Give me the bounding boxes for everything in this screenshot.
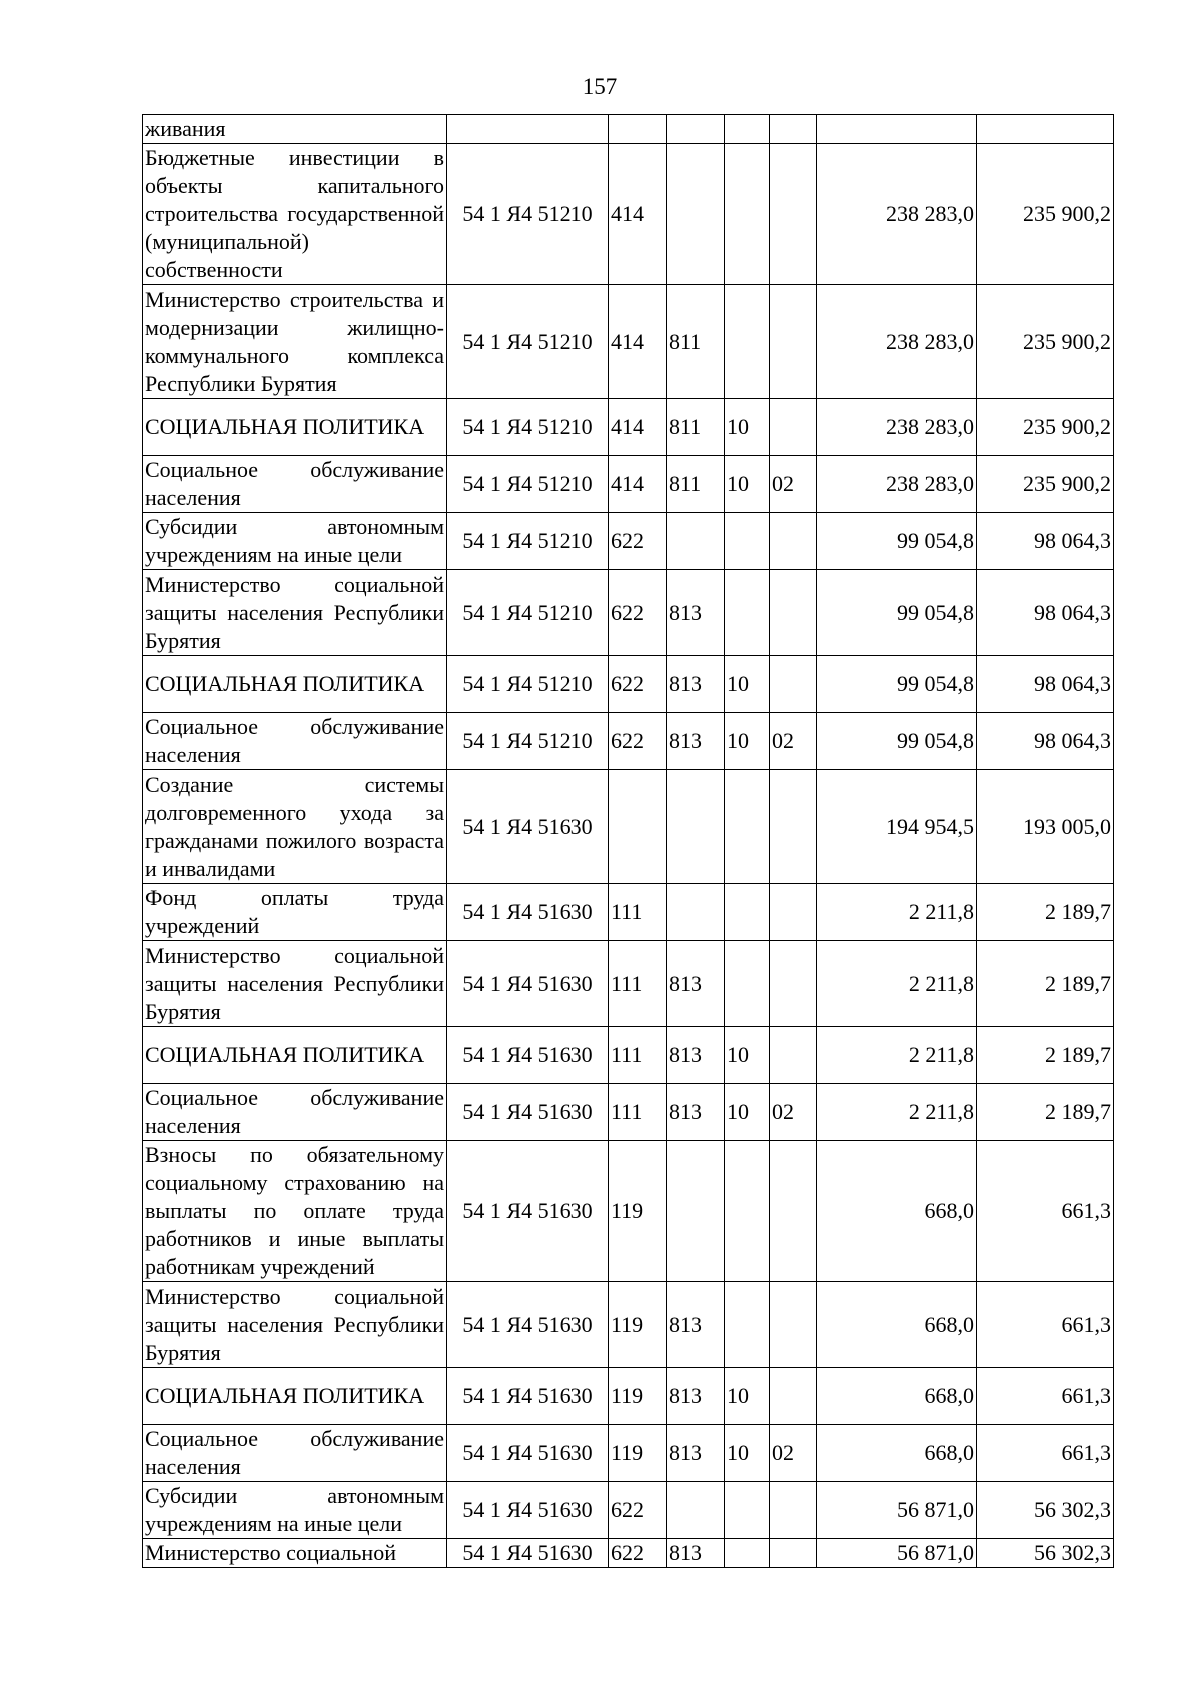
table-row: [143, 1141, 1114, 1282]
row-amount-1: 99 054,8: [817, 713, 977, 770]
row-target-article: 54 1 Я4 51210: [447, 285, 609, 399]
row-target-article: 54 1 Я4 51210: [447, 656, 609, 713]
row-target-article: 54 1 Я4 51210: [447, 513, 609, 570]
row-subsection: [770, 1368, 817, 1425]
row-amount-1: 194 954,5: [817, 770, 977, 884]
row-expense-type: 622: [609, 570, 667, 656]
row-admin-code: [667, 115, 725, 144]
row-section: [725, 770, 770, 884]
row-admin-code: 813: [667, 570, 725, 656]
row-expense-type: [609, 770, 667, 884]
row-amount-1: 99 054,8: [817, 656, 977, 713]
row-section: [725, 570, 770, 656]
row-expense-type: [609, 115, 667, 144]
row-expense-type: 111: [609, 941, 667, 1027]
row-target-article: 54 1 Я4 51210: [447, 713, 609, 770]
row-name: Социальное обслуживание населения: [143, 713, 447, 770]
row-subsection: [770, 1539, 817, 1568]
row-amount-2: 235 900,2: [977, 285, 1114, 399]
row-amount-1: [817, 115, 977, 144]
row-amount-2: 235 900,2: [977, 144, 1114, 285]
row-amount-1: 56 871,0: [817, 1539, 977, 1568]
row-name: Бюджетные инвестиции в объекты капитального строительства государственной (муниципальной) собственности: [143, 144, 447, 285]
row-section: [725, 115, 770, 144]
row-admin-code: [667, 1141, 725, 1282]
row-target-article: 54 1 Я4 51630: [447, 1084, 609, 1141]
row-expense-type: 119: [609, 1425, 667, 1482]
row-amount-1: 99 054,8: [817, 570, 977, 656]
row-admin-code: 813: [667, 1027, 725, 1084]
row-amount-2: 661,3: [977, 1282, 1114, 1368]
row-amount-2: 98 064,3: [977, 656, 1114, 713]
row-section: 10: [725, 656, 770, 713]
row-admin-code: [667, 513, 725, 570]
row-amount-2: 2 189,7: [977, 884, 1114, 941]
row-amount-1: 2 211,8: [817, 1084, 977, 1141]
row-expense-type: 119: [609, 1368, 667, 1425]
budget-table-body: [143, 115, 1114, 1568]
row-section: 10: [725, 456, 770, 513]
row-name: Взносы по обязательному социальному страхованию на выплаты по оплате труда работников и иные выплаты работникам учреждений: [143, 1141, 447, 1282]
table-row: [143, 399, 1114, 456]
row-target-article: 54 1 Я4 51210: [447, 570, 609, 656]
row-amount-2: 98 064,3: [977, 570, 1114, 656]
row-section: 10: [725, 713, 770, 770]
row-admin-code: [667, 770, 725, 884]
row-subsection: 02: [770, 1425, 817, 1482]
row-target-article: 54 1 Я4 51630: [447, 770, 609, 884]
row-subsection: [770, 884, 817, 941]
row-subsection: 02: [770, 713, 817, 770]
row-name: СОЦИАЛЬНАЯ ПОЛИТИКА: [143, 1368, 447, 1425]
row-subsection: [770, 513, 817, 570]
row-name: Министерство социальной защиты населения Республики Бурятия: [143, 1282, 447, 1368]
table-row: [143, 1425, 1114, 1482]
row-name: Министерство социальной защиты населения Республики Бурятия: [143, 941, 447, 1027]
row-amount-1: 2 211,8: [817, 1027, 977, 1084]
row-section: 10: [725, 1084, 770, 1141]
row-target-article: 54 1 Я4 51210: [447, 144, 609, 285]
row-section: 10: [725, 1027, 770, 1084]
row-name: Субсидии автономным учреждениям на иные цели: [143, 1482, 447, 1539]
row-section: [725, 285, 770, 399]
row-amount-2: 98 064,3: [977, 713, 1114, 770]
row-amount-1: 668,0: [817, 1425, 977, 1482]
row-section: [725, 513, 770, 570]
row-subsection: [770, 1141, 817, 1282]
row-section: 10: [725, 399, 770, 456]
row-admin-code: 813: [667, 1282, 725, 1368]
row-name: Субсидии автономным учреждениям на иные цели: [143, 513, 447, 570]
table-row: [143, 884, 1114, 941]
row-name: Министерство строительства и модернизации жилищно-коммунального комплекса Республики Бурятия: [143, 285, 447, 399]
row-admin-code: [667, 1482, 725, 1539]
row-section: [725, 1539, 770, 1568]
row-amount-2: 2 189,7: [977, 941, 1114, 1027]
table-row: [143, 770, 1114, 884]
row-name: Министерство социальной защиты населения Республики Бурятия: [143, 570, 447, 656]
row-subsection: [770, 656, 817, 713]
row-admin-code: 811: [667, 456, 725, 513]
row-subsection: [770, 115, 817, 144]
table-row: [143, 456, 1114, 513]
row-name: Создание системы долговременного ухода за гражданами пожилого возраста и инвалидами: [143, 770, 447, 884]
row-amount-2: 193 005,0: [977, 770, 1114, 884]
row-name: живания: [143, 115, 447, 144]
row-section: [725, 941, 770, 1027]
table-row: [143, 144, 1114, 285]
row-target-article: 54 1 Я4 51630: [447, 1141, 609, 1282]
row-target-article: 54 1 Я4 51630: [447, 1368, 609, 1425]
row-name: СОЦИАЛЬНАЯ ПОЛИТИКА: [143, 399, 447, 456]
row-amount-2: 2 189,7: [977, 1027, 1114, 1084]
row-name: Социальное обслуживание населения: [143, 1425, 447, 1482]
table-row: [143, 1368, 1114, 1425]
row-expense-type: 622: [609, 713, 667, 770]
row-amount-2: [977, 115, 1114, 144]
row-expense-type: 119: [609, 1282, 667, 1368]
table-row: [143, 570, 1114, 656]
row-target-article: 54 1 Я4 51630: [447, 941, 609, 1027]
row-target-article: 54 1 Я4 51210: [447, 399, 609, 456]
row-admin-code: [667, 884, 725, 941]
row-name: Социальное обслуживание населения: [143, 456, 447, 513]
row-amount-2: 56 302,3: [977, 1482, 1114, 1539]
row-amount-2: 235 900,2: [977, 456, 1114, 513]
row-subsection: [770, 285, 817, 399]
page-number: 157: [582, 74, 618, 99]
row-target-article: 54 1 Я4 51630: [447, 1539, 609, 1568]
row-amount-2: 235 900,2: [977, 399, 1114, 456]
row-target-article: 54 1 Я4 51630: [447, 1282, 609, 1368]
row-subsection: [770, 1027, 817, 1084]
row-target-article: 54 1 Я4 51630: [447, 884, 609, 941]
row-admin-code: 813: [667, 1368, 725, 1425]
table-row: [143, 1482, 1114, 1539]
row-amount-1: 238 283,0: [817, 399, 977, 456]
row-amount-2: 661,3: [977, 1425, 1114, 1482]
row-amount-1: 668,0: [817, 1141, 977, 1282]
row-admin-code: [667, 144, 725, 285]
row-amount-1: 2 211,8: [817, 941, 977, 1027]
row-name: Фонд оплаты труда учреждений: [143, 884, 447, 941]
row-amount-2: 56 302,3: [977, 1539, 1114, 1568]
row-expense-type: 111: [609, 1027, 667, 1084]
row-target-article: 54 1 Я4 51630: [447, 1425, 609, 1482]
row-section: [725, 1282, 770, 1368]
row-admin-code: 811: [667, 285, 725, 399]
table-row: [143, 115, 1114, 144]
row-admin-code: 813: [667, 713, 725, 770]
row-name: Социальное обслуживание населения: [143, 1084, 447, 1141]
row-section: 10: [725, 1425, 770, 1482]
row-amount-2: 661,3: [977, 1368, 1114, 1425]
row-amount-1: 2 211,8: [817, 884, 977, 941]
row-expense-type: 414: [609, 144, 667, 285]
row-subsection: [770, 1482, 817, 1539]
row-expense-type: 111: [609, 884, 667, 941]
row-amount-2: 2 189,7: [977, 1084, 1114, 1141]
row-subsection: 02: [770, 1084, 817, 1141]
row-amount-1: 238 283,0: [817, 456, 977, 513]
row-subsection: [770, 770, 817, 884]
table-row: [143, 513, 1114, 570]
row-expense-type: 622: [609, 513, 667, 570]
row-expense-type: 414: [609, 456, 667, 513]
row-admin-code: 813: [667, 1084, 725, 1141]
table-row: [143, 1027, 1114, 1084]
row-amount-1: 238 283,0: [817, 285, 977, 399]
row-amount-1: 668,0: [817, 1368, 977, 1425]
row-section: [725, 144, 770, 285]
row-subsection: [770, 144, 817, 285]
row-section: [725, 1141, 770, 1282]
table-row: [143, 656, 1114, 713]
row-expense-type: 622: [609, 1539, 667, 1568]
table-row: [143, 713, 1114, 770]
row-amount-1: 668,0: [817, 1282, 977, 1368]
row-section: [725, 884, 770, 941]
row-subsection: [770, 399, 817, 456]
row-name: СОЦИАЛЬНАЯ ПОЛИТИКА: [143, 656, 447, 713]
row-expense-type: 119: [609, 1141, 667, 1282]
row-target-article: 54 1 Я4 51630: [447, 1482, 609, 1539]
row-amount-1: 238 283,0: [817, 144, 977, 285]
row-admin-code: 813: [667, 941, 725, 1027]
row-target-article: 54 1 Я4 51630: [447, 1027, 609, 1084]
row-admin-code: 813: [667, 1425, 725, 1482]
row-expense-type: 414: [609, 285, 667, 399]
row-target-article: [447, 115, 609, 144]
row-target-article: 54 1 Я4 51210: [447, 456, 609, 513]
row-expense-type: 111: [609, 1084, 667, 1141]
table-row: [143, 1282, 1114, 1368]
row-amount-1: 56 871,0: [817, 1482, 977, 1539]
row-name: СОЦИАЛЬНАЯ ПОЛИТИКА: [143, 1027, 447, 1084]
row-section: [725, 1482, 770, 1539]
row-subsection: [770, 1282, 817, 1368]
row-amount-2: 661,3: [977, 1141, 1114, 1282]
row-subsection: [770, 570, 817, 656]
row-expense-type: 622: [609, 1482, 667, 1539]
row-admin-code: 813: [667, 1539, 725, 1568]
row-name: Министерство социальной: [143, 1539, 447, 1568]
row-subsection: 02: [770, 456, 817, 513]
table-row: [143, 1084, 1114, 1141]
table-row: [143, 285, 1114, 399]
table-row: [143, 941, 1114, 1027]
row-subsection: [770, 941, 817, 1027]
row-amount-2: 98 064,3: [977, 513, 1114, 570]
budget-table: [142, 114, 1114, 1568]
row-amount-1: 99 054,8: [817, 513, 977, 570]
row-expense-type: 414: [609, 399, 667, 456]
row-admin-code: 811: [667, 399, 725, 456]
row-expense-type: 622: [609, 656, 667, 713]
table-row: [143, 1539, 1114, 1568]
row-section: 10: [725, 1368, 770, 1425]
row-admin-code: 813: [667, 656, 725, 713]
